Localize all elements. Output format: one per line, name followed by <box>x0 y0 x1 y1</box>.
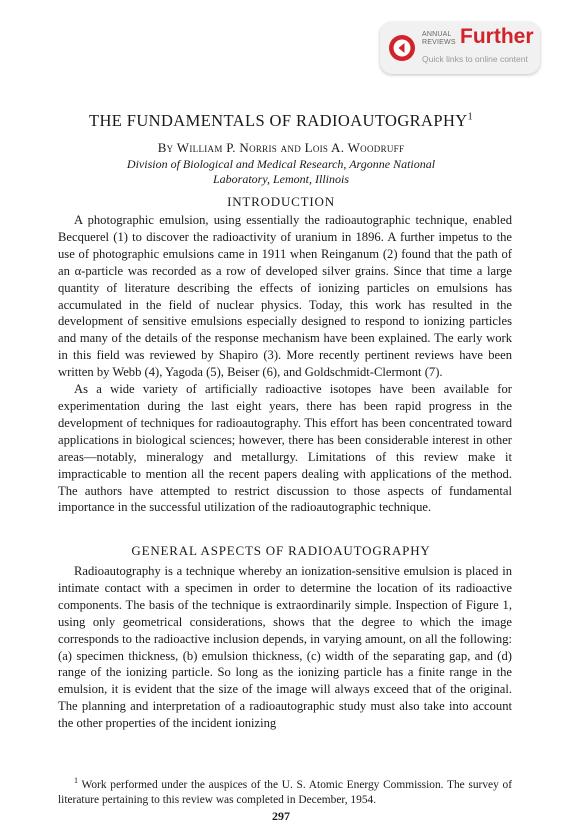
paragraph: Radioautography is a technique whereby an ionization-sensitive emulsion is placed in intimate contact with a specimen in order to determine the location of its radioactive components. The basis of the technique is extraordinarily simple. Inspection of Figure 1, using only geometrical considerations, shows that the degree to which the image corresponds to the radioactive inclusion depends, in varying amount, on all the following: (a) specimen thickness, (b) emulsion thickness, (c) width of the separating gap, and (d) range of the ionizing particle. So long as the ionizing particle has a finite range in the emulsion, it is evident that the size of the image will always exceed that of the original. The planning and interpretation of a radioautographic study must also take into account the other properties of the incident ionizing <box>58 564 512 731</box>
affiliation <box>0 157 562 187</box>
annual-reviews-logo <box>422 31 456 47</box>
brand-line-2: REVIEWS <box>422 39 456 46</box>
section-heading-introduction: INTRODUCTION <box>227 194 335 209</box>
general-aspects-body <box>58 563 512 732</box>
footnote <box>58 773 512 808</box>
paragraph: A photographic emulsion, using essentially the radioautographic technique, enabled Becquerel (1) to discover the radioactivity of uranium in 1896. A further impetus to the use of photographic emulsions came in 1911 when Reinganum (2) found that the path of an α-particle was recorded as a row of developed silver grains. Since that time a large quantity of literature describing the effects of ionizing particles on emulsions has accumulated in the field of nuclear physics. Today, this work has resulted in the development of sensitive emulsions especially designed to respond to ionizing particles and many of the details of the response mechanism have been explained. The early work in this field was reviewed by Shapiro (3). More recently pertinent reviews have been written by Webb (4), Yagoda (5), Beiser (6), and Goldschmidt-Clermont (7). <box>58 213 512 380</box>
further-badge[interactable] <box>380 22 540 74</box>
paragraph: As a wide variety of artificially radioactive isotopes have been available for experimentation during the last eight years, there has been rapid progress in the development of techniques for radioautography. This effort has been concentrated toward applications in biological sciences; however, there has been considerable interest in other areas—notably, mineralogy and metallurgy. Limitations of this review make it impracticable to mention all the recent papers dealing with applications of the method. The authors have attempted to restrict discussion to those aspects of fundamental importance in the successful utilization of the radioautographic technique. <box>58 382 512 515</box>
further-label: Further <box>460 25 534 48</box>
section-heading-general-aspects: GENERAL ASPECTS OF RADIOAUTOGRAPHY <box>131 543 431 558</box>
footnote-text: Work performed under the auspices of the U. S. Atomic Energy Commission. The survey of literature pertaining to this review was completed in December, 1954. <box>58 778 512 806</box>
title-footnote-marker[interactable]: 1 <box>467 111 473 123</box>
authors: By William P. Norris and Lois A. Woodruff <box>157 140 405 155</box>
title-text: THE FUNDAMENTALS OF RADIOAUTOGRAPHY <box>88 111 468 130</box>
further-subtitle: Quick links to online content <box>422 54 528 64</box>
paper-title <box>0 111 562 131</box>
page-number: 297 <box>272 809 290 823</box>
affiliation-line-1: Division of Biological and Medical Research, Argonne National <box>126 157 436 171</box>
footnote-marker: 1 <box>74 776 78 785</box>
arrow-left-circle-icon <box>388 34 416 62</box>
affiliation-line-2: Laboratory, Lemont, Illinois <box>212 172 349 186</box>
brand-line-1: ANNUAL <box>422 31 452 38</box>
introduction-body <box>58 212 512 516</box>
